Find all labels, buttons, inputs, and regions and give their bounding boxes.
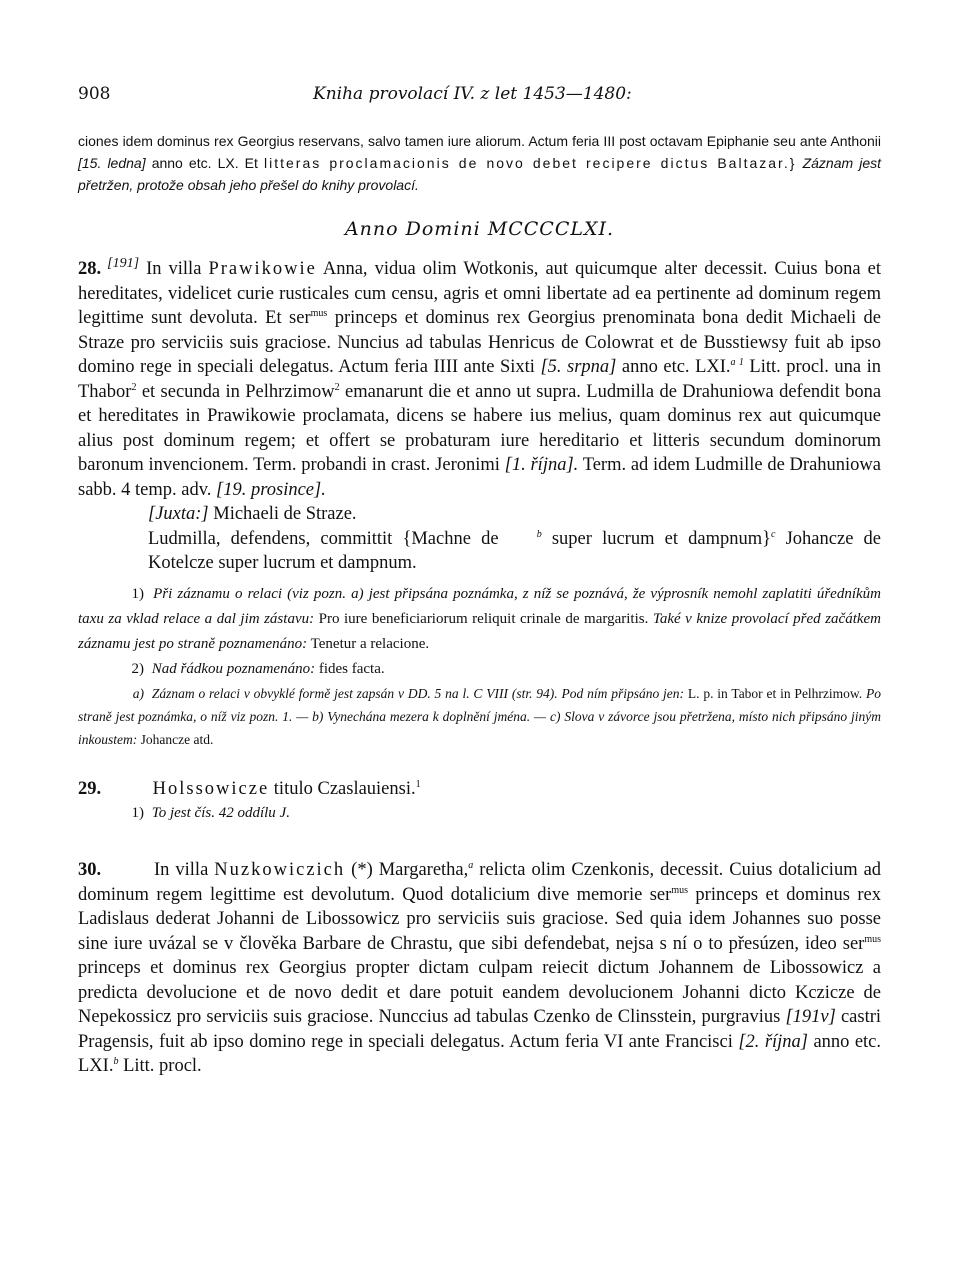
entry-text: Litt. procl. una in Thabor [78,357,882,402]
entry-29 [78,777,881,802]
footnote-letters [78,682,881,751]
folio-mark: [191] [107,256,140,271]
entry-text: princeps et dominus rex Georgius propter dictam culpam reiecit dictum Johannem de Libossowicz a predicta devolucione et de novo dedit et dare potuit eandem devolucionem Johanni dicto Kczicze de Nepekossicz pro serviciis suis graciose. Nunccius ad tabulas Czenko de Clinsstein, purgravius [78,958,881,1028]
prev-text-3: litteras proclamacionis de novo debet recipere dictus Baltazar.} [264,155,797,171]
footnote-2 [78,657,881,682]
superscript: mus [864,933,881,945]
entry-text: relicta olim Czenkonis, decessit. Cuius dotalicium ad dominum regem legittime est devolutum. Quod dotalicium dive memorie ser [78,860,882,905]
footnote-ref: b [113,1056,119,1067]
footnote-text: Záznam o relaci v obvyklé formě jest zapsán v DD. 5 na l. C VIII (str. 94). Pod ním připsáno jen: [151,685,685,701]
footnote-ref: 2 [334,381,340,393]
entry-text: In villa [146,259,202,280]
date-annotation: [2. října] [738,1031,808,1052]
footnote-label: 1) [131,585,144,602]
footnote-label: a) [132,685,144,701]
footnote-ref: a 1 [730,357,744,368]
footnote-ref: c [771,528,776,540]
prev-text-1: ciones idem dominus rex Georgius reservans, salvo tamen iure aliorum. Actum feria III post octavam Epiphanie seu ante Anthonii [78,133,881,149]
entry-text: emanarunt die et anno ut supra. Ludmilla de Drahuniowa defendit bona et hereditates in Prawikowie proclamata, dicens se habere ius melius, quam dominus rex aut quicumque alius post dominum regem; et offert se probaturam iure hereditario et litteris secundum dominorum baronum invencionem. Term. probandi in crast. Jeronimi [78,381,882,476]
entry-number: 30. [78,860,102,881]
juxta-label: [Juxta:] [148,504,209,525]
entry-text: Term. ad idem Ludmille de Drahuniowa sabb. 4 temp. adv. [78,455,881,500]
date-annotation: [19. prosince]. [216,479,326,500]
entry-28 [78,252,881,576]
year-heading: Anno Domini MCCCCLXI. [344,218,615,240]
footnote-text: Johancze atd. [140,731,214,747]
entry-text: (*) Margaretha, [351,860,469,881]
footnote-ref: 2 [131,381,137,393]
entry-text: princeps et dominus rex Georgius prenominata bona dedit Michaeli de Straze pro serviciis suis graciose. Nuncius ad tabulas Henricus de Colowrat et de Busstiewsy fuit ab ipso domino rege in speciali delegatus. Actum feria IIII ante Sixti [78,308,881,378]
entry-text: super lucrum et dampnum} [551,528,771,549]
page [78,84,881,1079]
footnote-text: Také v knize provolací před začátkem záznamu jest po straně poznamenáno: [78,610,882,652]
folio-mark: [191v] [785,1007,836,1028]
footnote-ref: b [536,528,542,540]
entry-text: Ludmilla, defendens, committit {Machne de [148,528,499,549]
footnote-text: Nad řádkou poznamenáno: [151,660,316,677]
footnote-text: c) Slova v závorce jsou přetržena, místo nich připsáno jiným inkoustem: [78,708,882,747]
running-header [78,84,881,114]
footnote-ref: a [468,860,474,871]
entry-text: titulo Czaslauiensi. [273,778,416,799]
footnote-text: Tenetur a relacione. [310,635,430,652]
footnote-text: Pro iure beneficiariorum reliquit crinale de margaritis. [318,610,649,627]
entry-number: 28. [78,259,102,280]
entry-30 [78,858,881,1079]
footnote-text: L. p. in Tabor et in Pelhrzimow. [687,685,863,701]
entry-text: et secunda in Pelhrzimow [141,381,335,402]
footnote-text: fides facta. [318,660,385,677]
footnote-label: 1) [131,805,144,822]
footnote-1 [78,582,881,657]
superscript: mus [310,308,328,319]
footnote-text: Při záznamu o relaci (viz pozn. a) jest připsána poznámka, z níž se poznává, že výprosník nemohl zaplatiti úředníkům taxu za vklad relace a dal jim zástavu: [78,585,881,627]
defense-paragraph [78,527,881,576]
place-name: Prawikowie [208,259,317,280]
date-annotation: [1. října]. [504,455,579,476]
entry-text: Litt. procl. [123,1056,202,1077]
entry-text: Anna, vidua olim Wotkonis, aut quicumque alter decessit. Cuius bona et hereditates, videlicet curie rusticales cum censu, agris et omni libertate ad ea pertinente ad dominum regem legittime sunt devoluta. Et ser [78,259,882,329]
place-name: Holssowicze [152,778,270,799]
footnote-ref: 1 [415,778,421,790]
prev-text-2: anno etc. LX. Et [151,155,258,171]
entry-text: anno etc. LXI. [621,357,731,378]
footnote-text: Po straně jest poznámka, o níž viz pozn. 1. — [78,685,882,724]
entry-text: In villa [154,860,209,881]
entry-text: princeps et dominus rex Ladislaus dederat Johanni de Libossowicz pro serviciis suis graciose. Sed quia idem Johannes suo posse sine iure uvázal se v člověka Barbare de Chrastu, que sibi defendebat, nejsa s ní o to přesúzen, ideo ser [78,884,882,954]
juxta-text: Michaeli de Straze. [213,504,357,525]
footnote-29 [78,801,881,826]
entry-text: Johancze de Kotelcze super lucrum et dampnum. [148,528,882,574]
footnote-label: 2) [131,660,144,677]
previous-entry-continuation [78,130,881,196]
entry-text: anno etc. LXI. [78,1031,882,1077]
prev-date: [15. ledna] [78,155,146,171]
entry-number: 29. [78,778,102,799]
page-number: 908 [78,84,111,104]
entry-text: castri Pragensis, fuit ab ipso domino rege in speciali delegatus. Actum feria VI ante Francisci [78,1007,882,1052]
footnote-text: b) Vynechána mezera k doplnění jména. — [312,708,547,724]
prev-note: Záznam jest přetržen, protože obsah jeho přešel do knihy provolací. [78,155,882,193]
date-annotation: [5. srpna] [540,357,617,378]
footnote-text: To jest čís. 42 oddílu J. [151,805,290,822]
place-name: Nuzkowiczich [214,860,346,881]
superscript: mus [671,884,688,896]
juxta-line [78,502,881,527]
running-title: Kniha provolací IV. z let 1453—1480: [313,84,632,104]
